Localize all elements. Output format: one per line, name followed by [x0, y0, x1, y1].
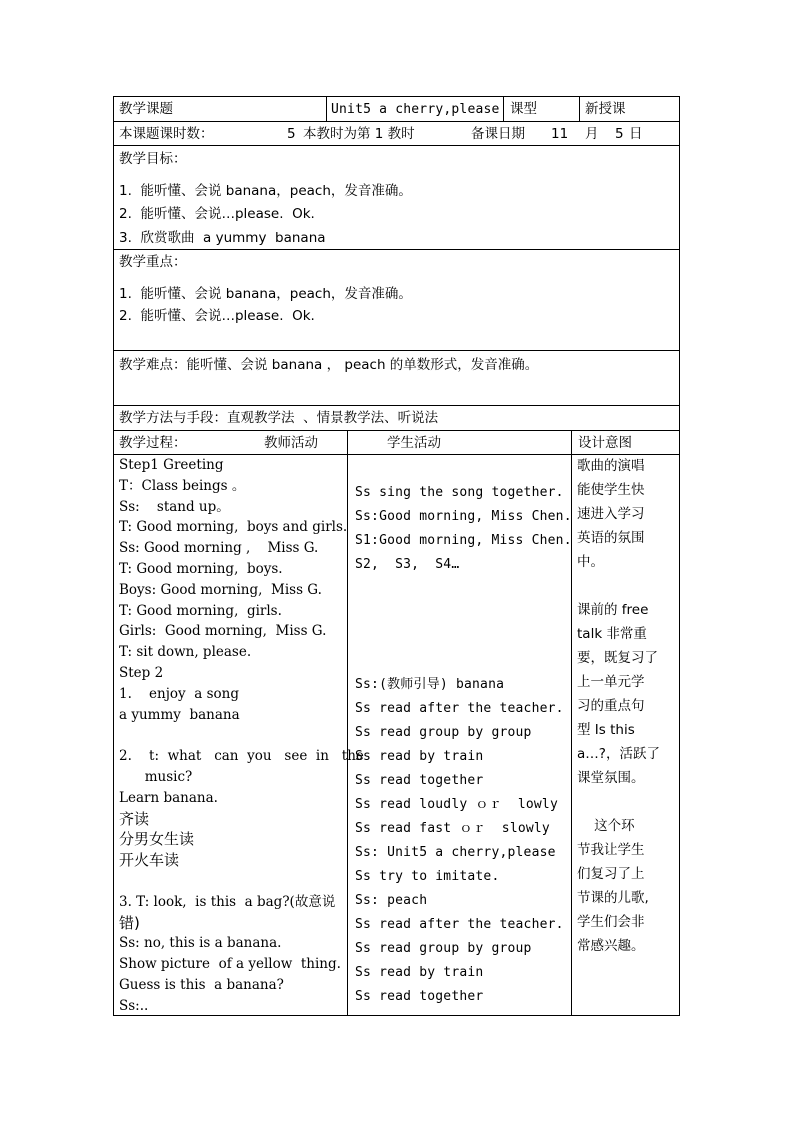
design-line: a…?，活跃了	[577, 746, 660, 762]
teacher-line: 2. t: what can you see in the	[119, 748, 364, 765]
teacher-line: 分男女生读	[119, 830, 195, 849]
teacher-line: Girls: Good morning, Miss G.	[119, 623, 327, 640]
methods-text: 教学方法与手段：直观教学法 、情景教学法、听说法	[119, 410, 439, 426]
student-line: S2, S3, S4…	[355, 557, 460, 572]
objective-item: 1. 能听懂、会说 banana，peach，发音准确。	[119, 183, 412, 199]
row-divider	[113, 350, 680, 351]
teacher-line: a yummy banana	[119, 706, 240, 723]
design-line: talk 非常重	[577, 626, 647, 642]
teacher-line: Ss: no, this is a banana.	[119, 935, 282, 952]
teacher-line: Learn banana.	[119, 789, 218, 806]
teacher-activity-header: 教师活动	[264, 435, 318, 451]
row-divider	[113, 405, 680, 406]
student-line: Ss:Good morning, Miss Chen.	[355, 509, 572, 524]
teacher-line: T：Class beings 。	[119, 477, 246, 494]
student-line: Ss read together	[355, 773, 484, 788]
row-divider	[113, 430, 680, 431]
date-label: 备课日期	[471, 126, 525, 142]
design-intent-header: 设计意图	[578, 435, 632, 451]
design-line: 节课的儿歌,	[577, 890, 649, 906]
design-line: 英语的氛围	[577, 530, 645, 546]
teacher-line: T: Good morning, boys.	[119, 561, 283, 577]
student-line: Ss sing the song together.	[355, 485, 564, 500]
objectives-label: 教学目标：	[119, 151, 187, 167]
student-line: Ss read group by group	[355, 941, 532, 956]
teacher-line: 3. T: look, is this a bag?(故意说	[119, 893, 336, 910]
student-line: Ss:(教师引导) banana	[355, 677, 505, 692]
student-line: Ss read by train	[355, 749, 484, 764]
design-line: 要，既复习了	[577, 650, 658, 666]
student-line: Ss read group by group	[355, 725, 532, 740]
lesson-type-label: 课型	[510, 101, 537, 117]
row-divider	[113, 145, 680, 146]
design-line: 学生们会非	[577, 914, 645, 930]
date-month-unit: 月	[585, 126, 599, 142]
design-line: 能使学生快	[577, 482, 645, 498]
design-line: 这个环	[577, 818, 635, 834]
teacher-line: 开火车读	[119, 851, 180, 870]
student-line: Ss read loudly ｏｒ lowly	[355, 797, 558, 812]
design-line: 速进入学习	[577, 506, 645, 522]
difficulty-text: 教学难点：能听懂、会说 banana ， peach 的单数形式，发音准确。	[119, 357, 539, 373]
date-day: 5	[615, 126, 624, 142]
hours-value: 5	[287, 126, 296, 142]
key-point-item: 1. 能听懂、会说 banana，peach，发音准确。	[119, 286, 412, 302]
design-line: 型 Is this	[577, 722, 635, 738]
date-day-unit: 日	[629, 126, 643, 142]
lesson-type-value: 新授课	[585, 101, 626, 117]
teacher-line: Show picture of a yellow thing.	[119, 956, 341, 973]
teacher-line: 错)	[119, 913, 140, 932]
design-line: 课前的 free	[577, 602, 649, 618]
student-line: Ss read together	[355, 989, 484, 1004]
student-line: Ss: Unit5 a cherry,please	[355, 845, 556, 860]
student-line: Ss read after the teacher.	[355, 917, 564, 932]
teacher-line: music?	[119, 769, 193, 785]
teacher-line: Guess is this a banana?	[119, 977, 284, 993]
student-line: Ss read by train	[355, 965, 484, 980]
objective-item: 3. 欣赏歌曲 a yummy banana	[119, 230, 326, 246]
design-line: 节我让学生	[577, 842, 645, 858]
student-line: S1:Good morning, Miss Chen.	[355, 533, 572, 548]
design-line: 歌曲的演唱	[577, 458, 645, 474]
row-divider	[113, 454, 680, 455]
teacher-line: Step 2	[119, 665, 164, 681]
col-divider	[503, 96, 504, 121]
teacher-line: T: sit down, please.	[119, 644, 252, 661]
teacher-line: Boys: Good morning, Miss G.	[119, 581, 322, 598]
teacher-line: Ss: stand up。	[119, 498, 230, 515]
student-activity-header: 学生活动	[387, 435, 441, 451]
design-line: 上一单元学	[577, 674, 645, 690]
design-line: 常感兴趣。	[577, 938, 645, 954]
current-hour: 本教时为第 1 教时	[303, 126, 415, 142]
hours-label: 本课题课时数：	[119, 126, 214, 142]
student-line: Ss: peach	[355, 893, 428, 908]
key-point-item: 2. 能听懂、会说…please. Ok.	[119, 308, 315, 324]
design-line: 们复习了上	[577, 866, 645, 882]
student-line: Ss read fast ｏｒ slowly	[355, 821, 550, 836]
process-label: 教学过程：	[119, 435, 187, 451]
teacher-line: T: Good morning, boys and girls.	[119, 519, 348, 536]
col-divider	[326, 96, 327, 121]
col-divider	[579, 96, 580, 121]
date-month: 11	[551, 126, 569, 142]
teacher-line: Ss: Good morning , Miss G.	[119, 540, 319, 557]
key-points-label: 教学重点：	[119, 254, 187, 270]
row-divider	[113, 121, 680, 122]
objective-item: 2. 能听懂、会说…please. Ok.	[119, 206, 315, 222]
student-line: Ss read after the teacher.	[355, 701, 564, 716]
teacher-line: 齐读	[119, 809, 150, 828]
teacher-line: 1. enjoy a song	[119, 685, 239, 702]
row-divider	[113, 249, 680, 250]
design-line: 习的重点句	[577, 698, 645, 714]
teacher-line: Ss:..	[119, 997, 149, 1014]
topic-value: Unit5 a cherry,please	[331, 102, 500, 117]
design-line: 课堂氛围。	[577, 770, 645, 786]
teacher-line: T: Good morning, girls.	[119, 602, 282, 619]
teacher-line: Step1 Greeting	[119, 457, 224, 473]
student-line: Ss try to imitate.	[355, 869, 500, 884]
design-line: 中。	[577, 554, 604, 570]
topic-label: 教学课题	[119, 101, 173, 117]
